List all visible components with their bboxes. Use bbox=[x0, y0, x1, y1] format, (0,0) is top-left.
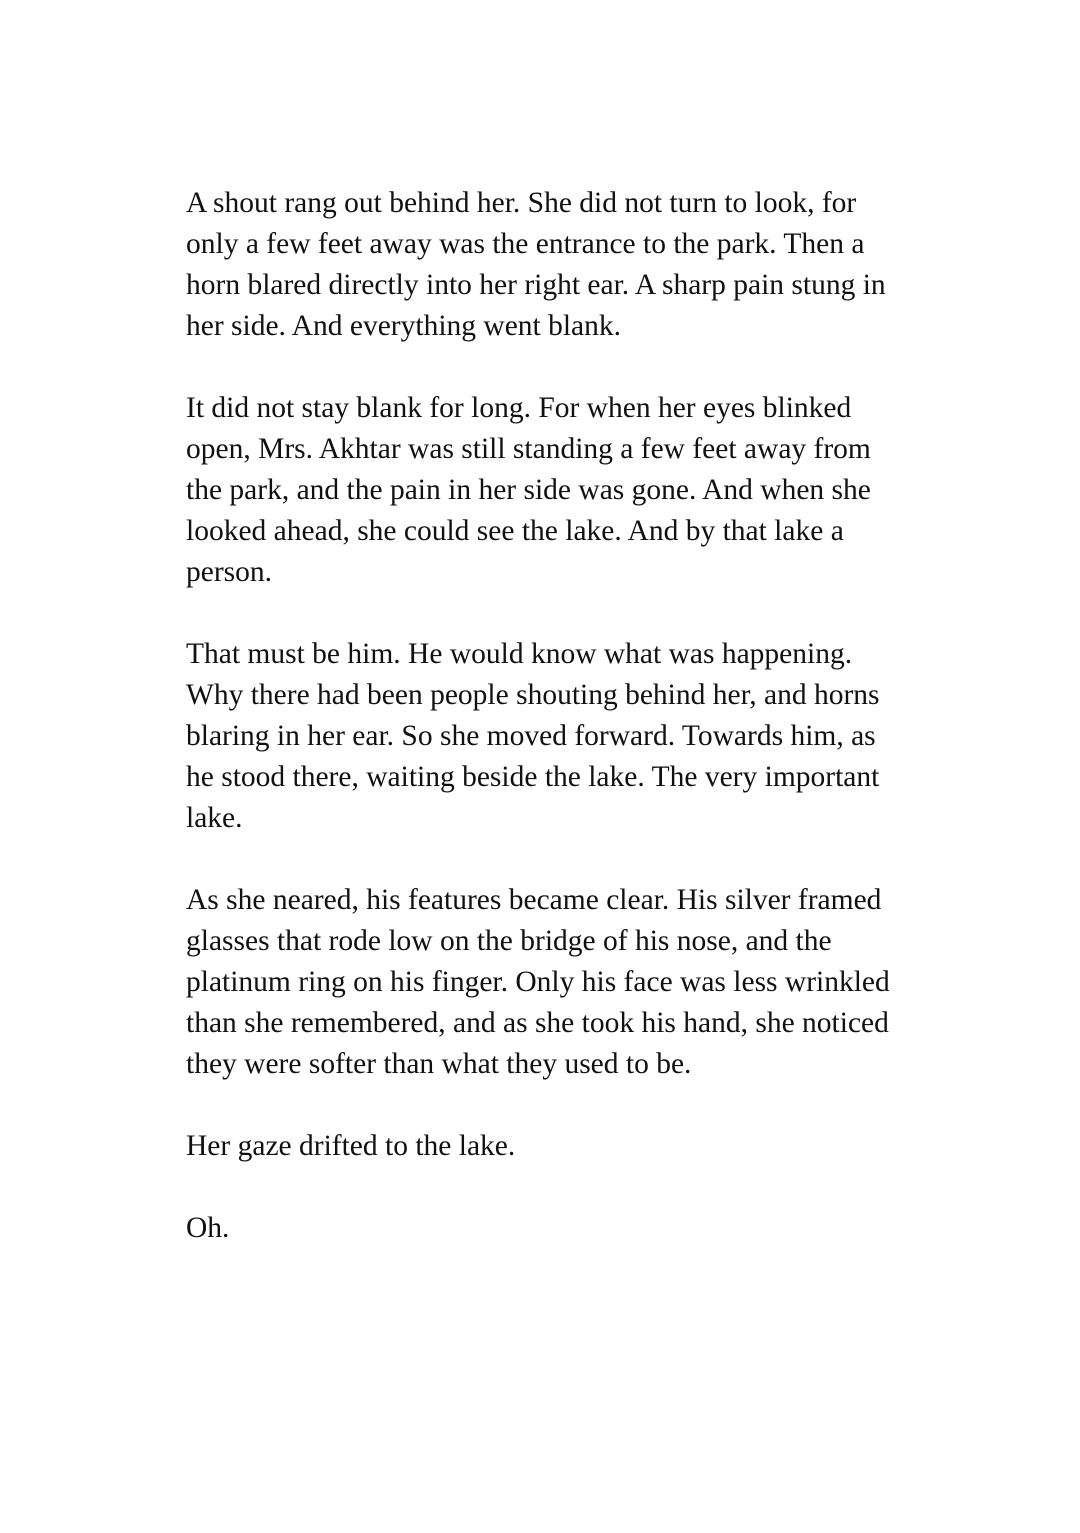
paragraph-5: Her gaze drifted to the lake. bbox=[186, 1130, 516, 1162]
paragraph-3: That must be him. He would know what was happening. Why there had been people shouting behind her, and horns blaring in her ear. So she moved forward. Towards him, as he stood there, waiting beside the lake. The very important lake. bbox=[186, 638, 880, 834]
paragraph-6: Oh. bbox=[186, 1212, 230, 1244]
paragraph-4: As she neared, his features became clear. His silver framed glasses that rode low on the bridge of his nose, and the platinum ring on his finger. Only his face was less wrinkled than she remembered, and as she took his hand, she noticed they were softer than what they used to be. bbox=[186, 884, 890, 1080]
paragraph-2: It did not stay blank for long. For when her eyes blinked open, Mrs. Akhtar was still standing a few feet away from the park, and the pain in her side was gone. And when she looked ahead, she could see the lake. And by that lake a person. bbox=[186, 392, 871, 588]
paragraph-1: A shout rang out behind her. She did not turn to look, for only a few feet away was the entrance to the park. Then a horn blared directly into her right ear. A sharp pain stung in her side. And everything went blank. bbox=[186, 187, 886, 342]
story-text bbox=[186, 183, 906, 1290]
